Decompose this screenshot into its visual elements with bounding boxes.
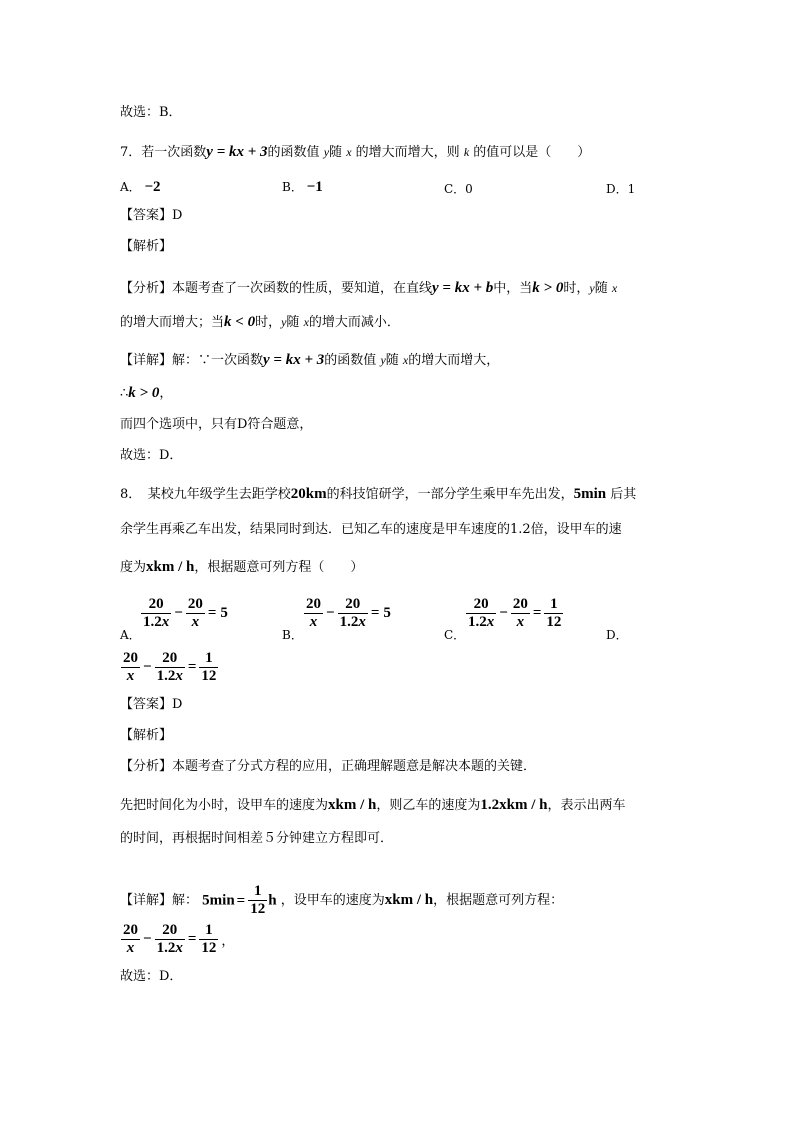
fraction: $\frac{20}{x}$ bbox=[123, 650, 138, 684]
q8-analysis-heading: 【解析】 bbox=[120, 728, 173, 743]
q8-solution-line-1: 【详解】解： 5min = $\frac{1}{12}$ h ，设甲车的速度为xkm / h，根据题意可列方程： bbox=[120, 883, 564, 917]
q8-option-b-label: B． bbox=[282, 628, 303, 642]
fraction: $\frac{20}{1.2x}$ bbox=[468, 596, 495, 630]
q7-solution-line-2: ∴k > 0， bbox=[120, 385, 173, 401]
q7-analysis-line-2: 的增大而增大；当k < 0时，y随 x的增大而减小． bbox=[120, 314, 400, 330]
q8-analysis-line-2: 的时间，再根据时间相差５分钟建立方程即可． bbox=[120, 831, 394, 846]
q7-analysis-heading: 【解析】 bbox=[120, 239, 173, 254]
fraction: $\frac{1}{12}$ bbox=[201, 922, 217, 956]
fraction: $\frac{20}{1.2x}$ bbox=[156, 922, 183, 956]
fraction: $\frac{20}{1.2x}$ bbox=[143, 596, 170, 630]
fraction: $\frac{1}{12}$ bbox=[250, 883, 266, 917]
fraction: $\frac{20}{x}$ bbox=[187, 596, 203, 630]
q7-option-c: C．0 bbox=[444, 182, 473, 196]
q8-answer: 【答案】D bbox=[120, 697, 183, 712]
q7-solution-line-3: 而四个选项中，只有D符合题意， bbox=[120, 417, 313, 432]
q7-conclusion: 故选：D． bbox=[120, 448, 183, 463]
q8-analysis: 【分析】本题考查了分式方程的应用，正确理解题意是解决本题的关键． bbox=[120, 759, 537, 774]
q8-option-c-label: C． bbox=[444, 628, 466, 642]
q8-option-d-label: D． bbox=[606, 628, 628, 642]
fraction: $\frac{20}{1.2x}$ bbox=[339, 596, 366, 630]
fraction: $\frac{1}{12}$ bbox=[546, 596, 562, 630]
question-7-stem: 7．若一次函数y = kx + 3的函数值 y随 x 的增大而增大，则 k 的值可以是（ ） bbox=[120, 144, 591, 160]
q7-analysis-line-1: 【分析】本题考查了一次函数的性质，要知道，在直线y = kx + b中，当k > 0时，y随 x bbox=[120, 280, 618, 296]
q8-option-a-equation: $\frac{20}{1.2x}$ − $\frac{20}{x}$ = 5 bbox=[143, 596, 228, 630]
fraction: $\frac{20}{x}$ bbox=[123, 922, 138, 956]
q7-option-d: D．1 bbox=[606, 182, 636, 196]
question-8-stem-line-2: 余学生再乘乙车出发，结果同时到达．已知乙车的速度是甲车速度的1.2倍，设甲车的速 bbox=[120, 522, 622, 537]
fraction: $\frac{20}{x}$ bbox=[306, 596, 321, 630]
prev-answer-conclusion: 故选：B． bbox=[120, 105, 182, 120]
q7-answer: 【答案】D bbox=[120, 208, 183, 223]
q7-solution-line-1: 【详解】解：∵一次函数y = kx + 3的函数值 y随 x的增大而增大， bbox=[120, 352, 500, 368]
q8-conclusion: 故选：D． bbox=[120, 969, 183, 984]
question-8-stem-line-1: 8． 某校九年级学生去距学校20km的科技馆研学，一部分学生乘甲车先出发，5min 后其 bbox=[120, 486, 637, 502]
fraction: $\frac{20}{1.2x}$ bbox=[156, 650, 183, 684]
question-8-stem-line-3: 度为xkm / h，根据题意可列方程（ ） bbox=[120, 559, 364, 575]
q8-option-b-equation: $\frac{20}{x}$ − $\frac{20}{1.2x}$ = 5 bbox=[306, 596, 391, 630]
q8-option-c-equation: $\frac{20}{1.2x}$ − $\frac{20}{x}$ = $\frac{1}{12}$ bbox=[468, 596, 562, 630]
q8-solution-equation: $\frac{20}{x}$ − $\frac{20}{1.2x}$ = $\frac{1}{12}$ ， bbox=[123, 922, 235, 956]
q7-option-b: B． −1 bbox=[282, 179, 323, 195]
q8-option-d-equation: $\frac{20}{x}$ − $\frac{20}{1.2x}$ = $\frac{1}{12}$ bbox=[123, 650, 217, 684]
fraction: $\frac{1}{12}$ bbox=[201, 650, 217, 684]
q7-option-a: A． −2 bbox=[120, 179, 161, 195]
fraction: $\frac{20}{x}$ bbox=[512, 596, 528, 630]
q8-option-a-label: A． bbox=[120, 628, 141, 642]
q8-analysis-line-1: 先把时间化为小时，设甲车的速度为xkm / h，则乙车的速度为1.2xkm / h，表示出两车 bbox=[120, 797, 626, 813]
